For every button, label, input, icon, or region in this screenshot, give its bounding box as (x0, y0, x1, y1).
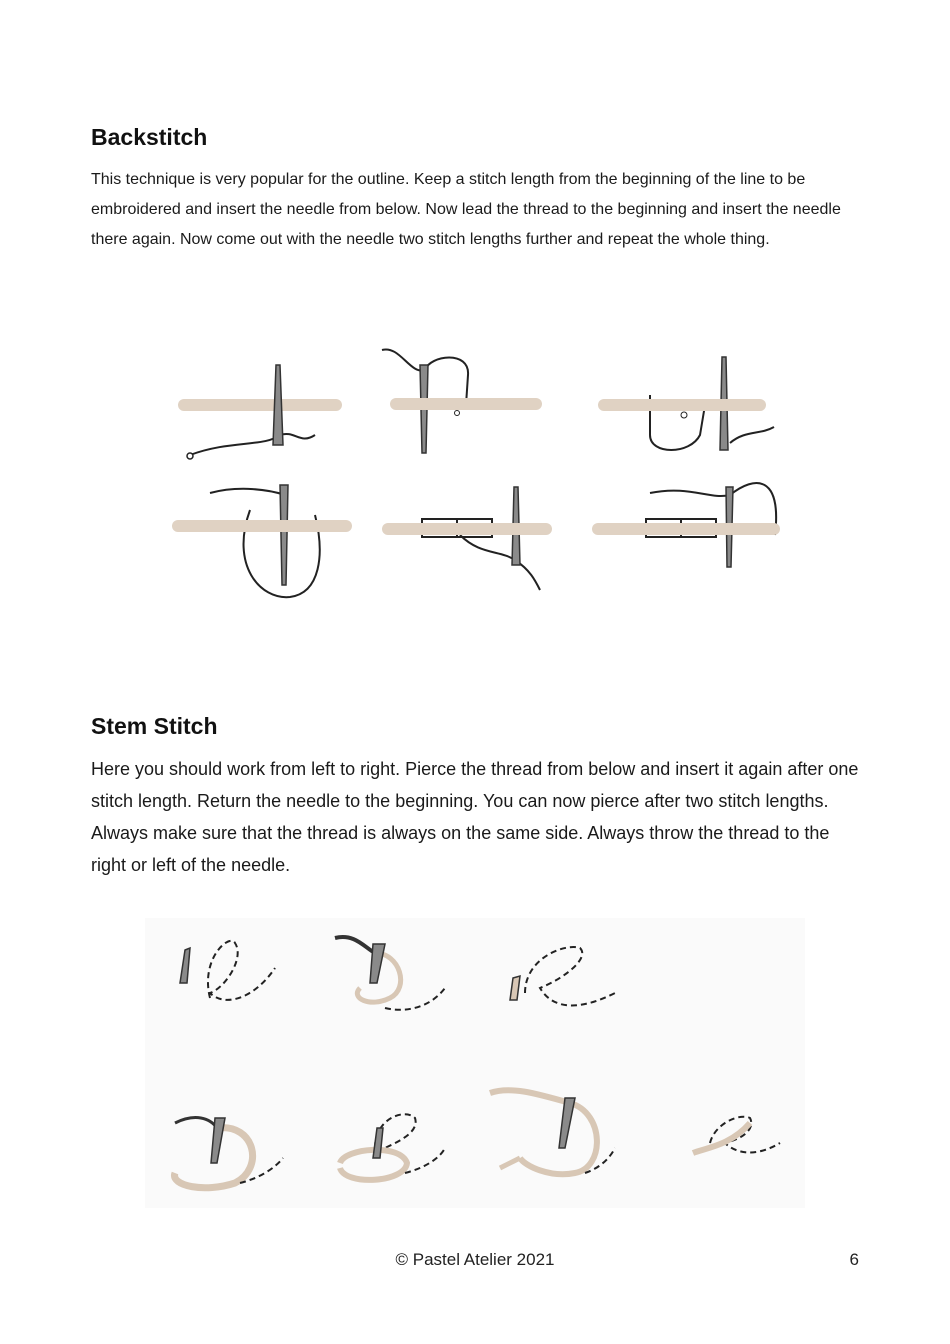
stem-stitch-step-2 (335, 937, 445, 1010)
stem-stitch-step-1 (180, 941, 275, 1000)
backstitch-step-3 (604, 357, 774, 450)
backstitch-step-5 (388, 487, 546, 590)
stem-stitch-step-5 (340, 1114, 445, 1180)
backstitch-step-1 (184, 365, 336, 459)
copyright-text: © Pastel Atelier 2021 (395, 1250, 555, 1269)
stem-stitch-step-4 (175, 1118, 283, 1188)
backstitch-illustration (170, 335, 790, 615)
section-text-stem-stitch: Here you should work from left to right. Pierce the thread from below and insert it again after one stitch length. Return the needle to the beginning. You can now pierce after two stitch lengths. Always make sure that the thread is always on the same side. Always throw the thread to the right or left of the needle. (91, 759, 859, 875)
section-title-backstitch: Backstitch (91, 124, 208, 150)
stem-stitch-step-7 (693, 1117, 780, 1153)
section-title-stem-stitch: Stem Stitch (91, 713, 218, 739)
stem-stitch-step-6 (490, 1090, 615, 1174)
backstitch-step-4 (178, 485, 346, 597)
page-number: 6 (849, 1250, 859, 1269)
stem-stitch-illustration (145, 918, 805, 1208)
backstitch-step-2 (382, 349, 536, 453)
stem-stitch-step-3 (510, 947, 615, 1005)
backstitch-step-6 (598, 483, 776, 567)
section-text-backstitch: This technique is very popular for the outline. Keep a stitch length from the beginning of the line to be embroidered and insert the needle from below. Now lead the thread to the beginning and insert the needle there again. Now come out with the needle two stitch lengths further and repeat the whole thing. (91, 171, 841, 248)
